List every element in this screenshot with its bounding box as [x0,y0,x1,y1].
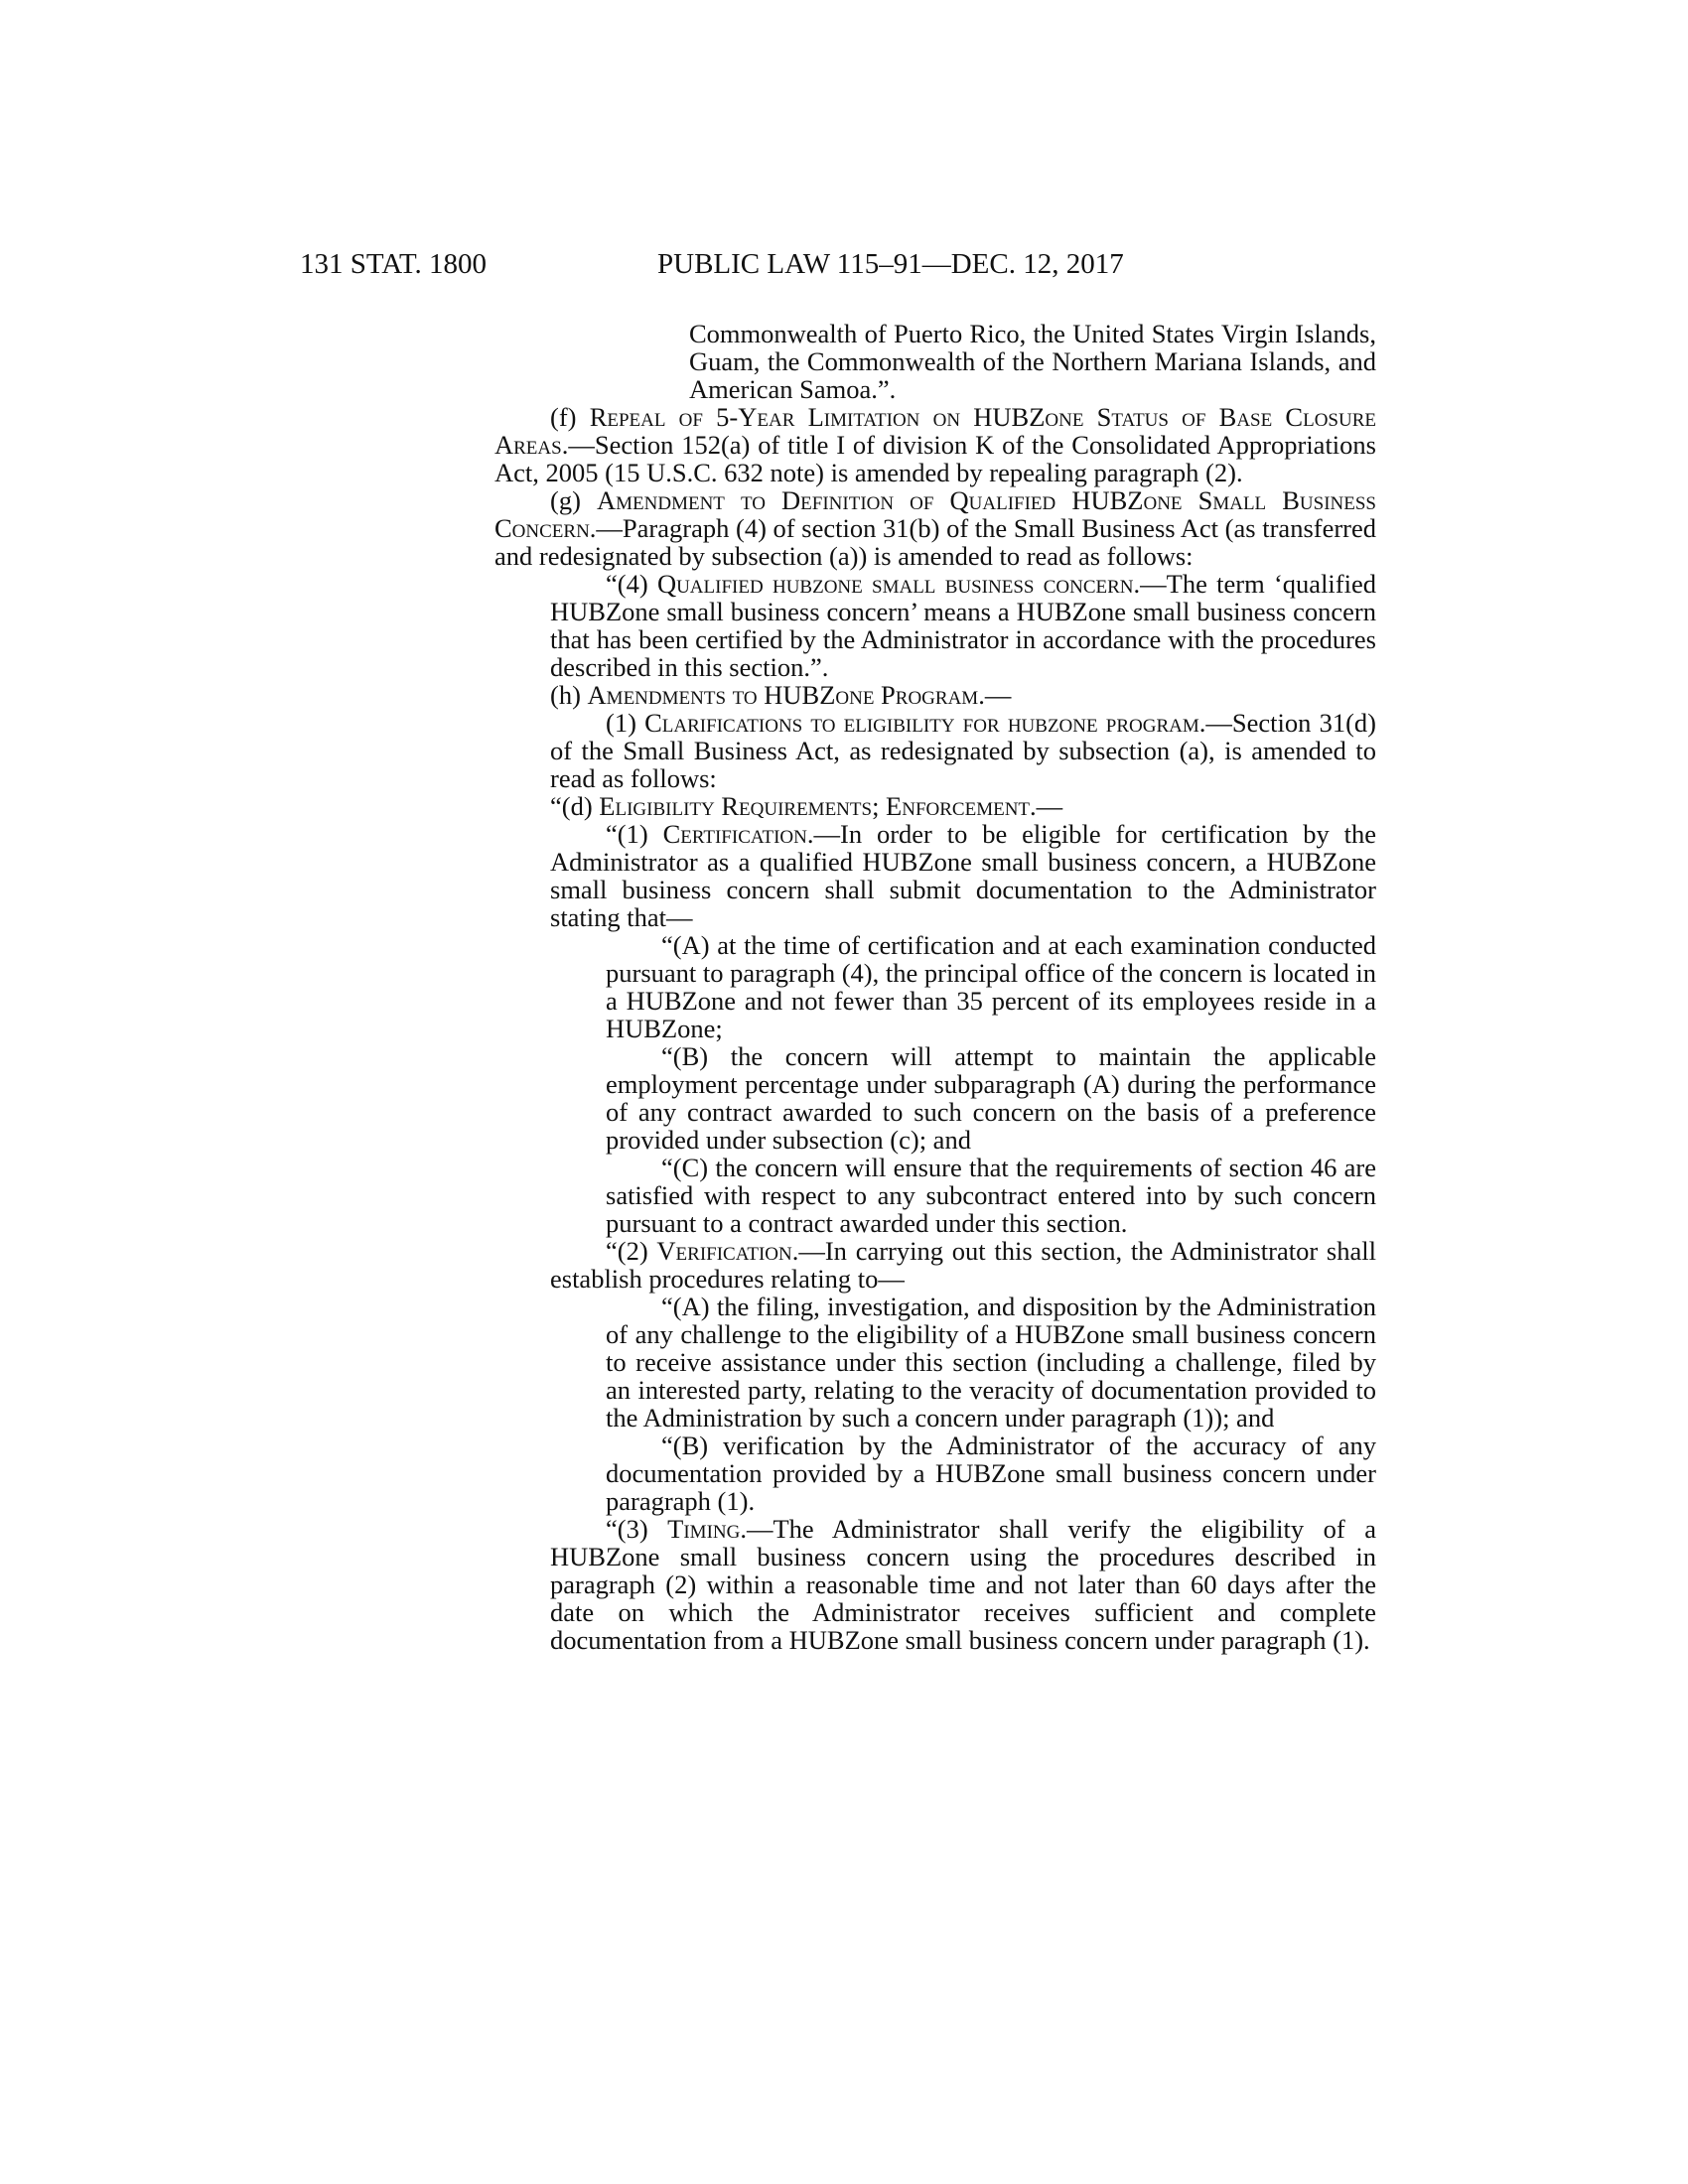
continued-text: Commonwealth of Puerto Rico, the United States Virgin Islands, Guam, the Commonwealth of the Northern Mariana Islands, and American Samoa.”. [689,319,1376,404]
subparagraph-2-b: “(B) verification by the Administrator of the accuracy of any documentation provided by a HUBZone small business concern under paragraph (1). [606,1431,1376,1516]
subparagraph-b: “(B) the concern will attempt to maintain the applicable employment percentage under subparagraph (A) during the performance of any contract awarded to such concern on the basis of a preference provided under subsection (c); and [606,1041,1376,1155]
quoted-paragraph-4: “(4) Qualified hubzone small business concern.—The term ‘qualified HUBZone small business concern’ means a HUBZone small business concern that has been certified by the Administrator in accordance with the procedures described in this section.”. [550,569,1376,682]
subsection-heading: Repeal of 5-Year Limitation on HUBZone Status of Base Closure Areas. [494,402,1376,460]
running-header [300,248,1376,288]
quoted-paragraph-2: “(2) Verification.—In carrying out this section, the Administrator shall establish procedures relating to— [550,1236,1376,1294]
quoted-subsection-d: “(d) Eligibility Requirements; Enforcement.— [550,791,1063,821]
public-law-title: PUBLIC LAW 115–91—DEC. 12, 2017 [657,248,1124,280]
paragraph-h-1: (1) Clarifications to eligibility for hubzone program.—Section 31(d) of the Small Business Act, as redesignated by subsection (a), is amended to read as follows: [550,708,1376,793]
subsection-heading: Amendment to Definition of Qualified HUBZone Small Business Concern. [494,485,1376,543]
document-body [494,320,1376,1654]
quoted-paragraph-3: “(3) Timing.—The Administrator shall verify the eligibility of a HUBZone small business concern using the procedures described in paragraph (2) within a reasonable time and not later than 60 days after the date on which the Administrator receives sufficient and complete documentation from a HUBZone small business concern under paragraph (1). [550,1514,1376,1655]
paragraph-heading: Verification. [656,1236,799,1266]
subparagraph-a: “(A) at the time of certification and at each examination conducted pursuant to paragraph (4), the principal office of the concern is located in a HUBZone and not fewer than 35 percent of its employees reside in a HUBZone; [606,930,1376,1043]
subparagraph-2-a: “(A) the filing, investigation, and disposition by the Administration of any challenge to the eligibility of a HUBZone small business concern to receive assistance under this section (including a challenge, filed by an interested party, relating to the veracity of documentation provided to the Administration by such a concern under paragraph (1)); and [606,1292,1376,1433]
quoted-paragraph-1: “(1) Certification.—In order to be eligible for certification by the Administrator as a qualified HUBZone small business concern, a HUBZone small business concern shall submit documentation to the Administrator stating that— [550,819,1376,932]
subsection-g: (g) Amendment to Definition of Qualified HUBZone Small Business Concern.—Paragraph (4) of section 31(b) of the Small Business Act (as transferred and redesignated by subsection (a)) is amended to read as follows: [494,485,1376,571]
paragraph-heading: Qualified hubzone small business concern. [656,569,1141,599]
statute-page-citation: 131 STAT. 1800 [300,248,488,280]
subparagraph-c: “(C) the concern will ensure that the requirements of section 46 are satisfied with respect to any subcontract entered into by such concern pursuant to a contract awarded under this section. [606,1153,1376,1238]
subsection-heading: Eligibility Requirements; Enforcement. [599,791,1037,821]
paragraph-heading: Clarifications to eligibility for hubzone program. [644,708,1206,738]
paragraph-heading: Certification. [662,819,814,849]
subsection-heading: Amendments to HUBZone Program. [587,680,985,710]
subsection-h: (h) Amendments to HUBZone Program.— [550,680,1012,710]
subsection-f: (f) Repeal of 5-Year Limitation on HUBZone Status of Base Closure Areas.—Section 152(a) of title I of division K of the Consolidated Appropriations Act, 2005 (15 U.S.C. 632 note) is amended by repealing paragraph (2). [494,402,1376,487]
paragraph-heading: Timing. [667,1514,747,1544]
